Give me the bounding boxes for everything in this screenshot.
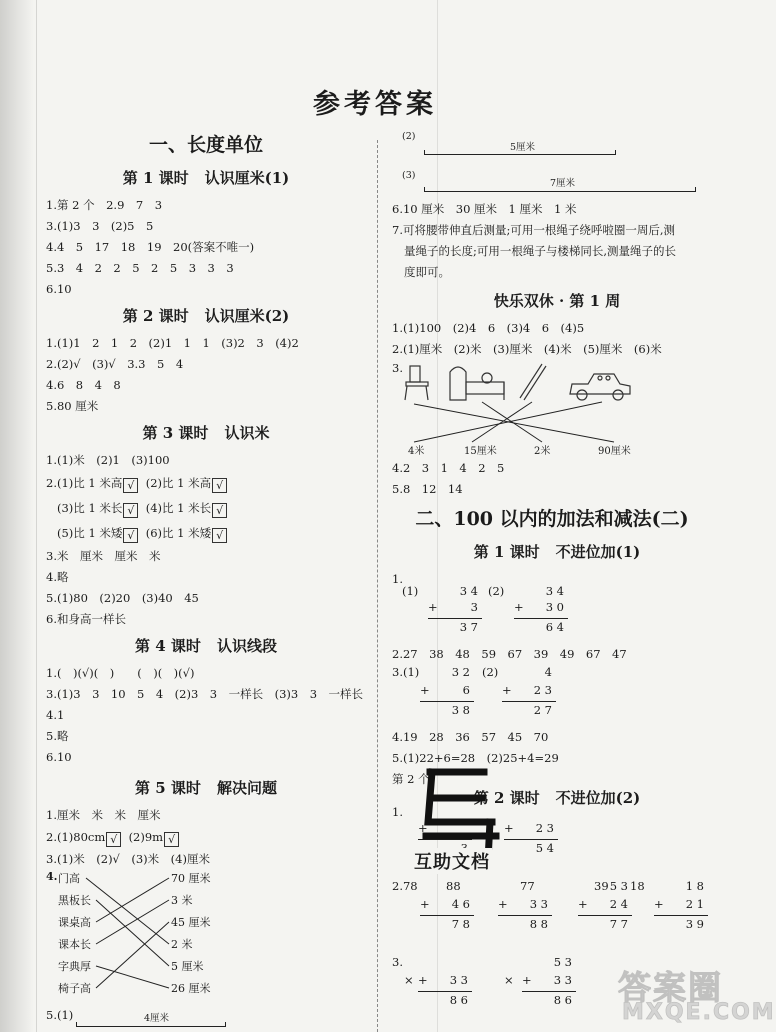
pencil-icon xyxy=(520,364,546,400)
answer-line: 5.(1)80 (2)20 (3)40 45 xyxy=(46,591,199,605)
match-left-item: 椅子高 xyxy=(58,982,91,995)
answer-line: 5.(1)22+6=28 (2)25+4=29 xyxy=(392,751,559,765)
segment-ruler-7cm xyxy=(392,169,722,192)
match-right-item: 70 厘米 xyxy=(171,872,211,885)
lesson-add-2-title: 第 2 课时 不进位加(2) xyxy=(473,789,641,807)
page-title: 参考答案 xyxy=(313,89,437,120)
check-box: √ xyxy=(123,528,138,543)
answer-line: 1.(1)1 2 1 2 (2)1 1 1 (3)2 3 (4)2 xyxy=(46,336,299,350)
answer-line-boxes: 2.(1)80cm √ (2)9m √ xyxy=(46,826,366,849)
answer-line: 3.(1)3 3 10 5 4 (2)3 3 一样长 (3)3 3 一样长 xyxy=(46,687,364,701)
question-label: 3. xyxy=(392,955,403,969)
check-box: √ xyxy=(212,503,227,518)
match-right-item: 26 厘米 xyxy=(171,982,211,995)
vertical-additions: (1) 3 4 + 3 3 7 (2) 3 4 + 3 0 6 4 xyxy=(392,582,722,640)
question-label: (1) xyxy=(402,584,419,598)
question-label: 5.(1) xyxy=(46,1008,74,1022)
answer-line: 1.(1)米 (2)1 (3)100 xyxy=(46,453,170,467)
picture-diagram xyxy=(392,360,722,452)
answer-line: 3.(1)3 3 (2)5 5 xyxy=(46,219,154,233)
cross-mark: × xyxy=(504,973,514,987)
lesson-1-title: 第 1 课时 认识厘米(1) xyxy=(122,169,290,187)
match-right-item: 45 厘米 xyxy=(171,916,211,929)
match-left-item: 黑板长 xyxy=(58,894,91,907)
match-left-item: 门高 xyxy=(58,872,80,885)
lesson-5-title: 第 5 课时 解决问题 xyxy=(135,779,277,797)
answer-line: 5.8 12 14 xyxy=(392,482,463,496)
picture-label: 90厘米 xyxy=(598,446,631,457)
question-label: (3) xyxy=(402,170,416,181)
ruler-label: 5厘米 xyxy=(510,142,536,153)
answer-line: 6.10 厘米 30 厘米 1 厘米 1 米 xyxy=(392,202,577,216)
matching-diagram xyxy=(46,870,366,1010)
segment-line xyxy=(424,191,696,192)
answer-line: 4.2 3 1 4 2 5 xyxy=(392,461,505,475)
check-box: √ xyxy=(212,478,227,493)
question-label: (2) xyxy=(402,131,416,142)
answer-line: 6.和身高一样长 xyxy=(46,612,126,626)
question-label: 3.(1) xyxy=(392,665,420,679)
match-right-item: 5 厘米 xyxy=(171,960,204,973)
answer-line-boxes: (5)比 1 米矮 √ (6)比 1 米矮 √ xyxy=(46,521,366,546)
match-line xyxy=(96,922,169,988)
answer-line: 第 2 个 xyxy=(392,772,430,786)
answer-line: 2.(2)√ (3)√ 3.3 5 4 xyxy=(46,357,184,371)
bed-icon xyxy=(450,367,504,400)
question-label: (2) xyxy=(482,665,499,679)
answer-line: 4.6 8 4 8 xyxy=(46,378,121,392)
answer-line: 3.(1)米 (2)√ (3)米 (4)厘米 xyxy=(46,852,210,866)
segment-ruler-4cm xyxy=(46,1006,366,1029)
watermark xyxy=(618,962,776,1028)
match-left-item: 字典厚 xyxy=(58,960,91,973)
answer-line: 度即可。 xyxy=(404,265,450,279)
check-box: √ xyxy=(123,503,138,518)
check-box: √ xyxy=(164,832,179,847)
answer-line: 5.80 厘米 xyxy=(46,399,99,413)
answer-line: 4.4 5 17 18 19 20(答案不唯一) xyxy=(46,240,255,254)
match-prefix: 4. xyxy=(46,870,58,883)
match-line xyxy=(414,402,602,442)
answer-line: 1.第 2 个 2.9 7 3 xyxy=(46,198,163,212)
answer-number: 77 xyxy=(520,879,535,893)
answer-line: 4.1 xyxy=(46,708,65,722)
answer-number: 88 xyxy=(446,879,461,893)
lesson-2-title: 第 2 课时 认识厘米(2) xyxy=(122,307,290,325)
picture-label: 2米 xyxy=(534,446,551,457)
left-column xyxy=(46,128,366,1029)
vertical-additions-row-3: 3. × + 3 3 8 6 × 5 3 + 3 3 8 6 xyxy=(392,951,722,1013)
car-icon xyxy=(570,374,630,400)
vertical-additions: 1. + + 2 3 5 4 xyxy=(392,805,722,867)
answer-line-boxes: 2.(1)比 1 米高 √ (2)比 1 米高 √ xyxy=(46,471,366,496)
check-box: √ xyxy=(106,832,121,847)
segment-ruler-5cm xyxy=(392,130,722,153)
answer-number: 39 xyxy=(594,879,609,893)
answer-line: 4.略 xyxy=(46,570,69,584)
question-label: 1. xyxy=(392,805,403,819)
question-label: 3. xyxy=(392,361,403,375)
binding-edge xyxy=(0,0,34,1032)
answer-line-boxes: (3)比 1 米长 √ (4)比 1 米长 √ xyxy=(46,496,366,521)
match-right-item: 2 米 xyxy=(171,938,193,951)
match-line xyxy=(96,966,169,988)
match-line xyxy=(86,878,169,944)
answer-line: 1.厘米 米 米 厘米 xyxy=(46,808,161,822)
answer-line: 1.(1)100 (2)4 6 (3)4 6 (4)5 xyxy=(392,321,585,335)
answer-number: 18 xyxy=(630,879,645,893)
match-line xyxy=(96,900,169,944)
match-line xyxy=(482,402,542,442)
vertical-additions-row-2: 2.78 88 77 39 + 4 6 7 8 + 3 3 8 8 5 3 + 2 4 7 7 18 1 8 + 2 1 3 9 xyxy=(392,875,722,947)
answer-line: 2.27 38 48 59 67 39 49 67 47 xyxy=(392,647,627,661)
question-label: 2.78 xyxy=(392,879,418,893)
cross-mark: × xyxy=(404,973,414,987)
weekend-title: 快乐双休 · 第 1 周 xyxy=(493,292,621,310)
check-box: √ xyxy=(212,528,227,543)
check-box: √ xyxy=(123,478,138,493)
answer-line: 4.19 28 36 57 45 70 xyxy=(392,730,549,744)
lesson-4-title: 第 4 课时 认识线段 xyxy=(135,637,277,655)
answer-line: 7.可将腰带伸直后测量;可用一根绳子绕呼啦圈一周后,测 xyxy=(392,223,675,237)
answer-line: 2.(1)厘米 (2)米 (3)厘米 (4)米 (5)厘米 (6)米 xyxy=(392,342,662,356)
segment-line xyxy=(424,154,616,155)
picture-label: 4米 xyxy=(408,446,425,457)
match-left-item: 课本长 xyxy=(58,938,91,951)
right-column xyxy=(392,128,722,1013)
answer-line: 3.米 厘米 厘米 米 xyxy=(46,549,161,563)
section-title-length-units: 一、长度单位 xyxy=(148,134,263,156)
column-divider xyxy=(377,140,378,1032)
question-label: 1. xyxy=(392,572,403,586)
answer-line: 5.略 xyxy=(46,729,69,743)
match-right-item: 3 米 xyxy=(171,894,193,907)
matching-pictures xyxy=(392,360,722,457)
answer-line: 6.10 xyxy=(46,282,72,296)
picture-label: 15厘米 xyxy=(464,446,497,457)
binding-line xyxy=(36,0,37,1032)
chair-icon xyxy=(405,366,428,400)
watermark-bottom: MXQE.COM xyxy=(622,1000,776,1025)
match-left-item: 课桌高 xyxy=(58,916,91,929)
question-label: (2) xyxy=(488,584,505,598)
vertical-additions: 3.(1) 3 2 + 6 3 8 (2) 4 + 2 3 2 7 xyxy=(392,665,722,723)
ruler-label: 7厘米 xyxy=(550,178,576,189)
lesson-add-1-title: 第 1 课时 不进位加(1) xyxy=(473,543,641,561)
answer-line: 5.3 4 2 2 5 2 5 3 3 3 xyxy=(46,261,234,275)
match-line xyxy=(472,402,532,442)
answer-line: 1.( )(√)( ) ( )( )(√) xyxy=(46,666,195,680)
match-lines xyxy=(46,870,176,1000)
watermark-top: 答案圈 xyxy=(618,968,723,1007)
section-title-add-subtract: 二、100 以内的加法和减法(二) xyxy=(415,508,689,530)
lesson-3-title: 第 3 课时 认识米 xyxy=(142,424,270,442)
stamp-text: 互助文档 xyxy=(412,848,492,874)
match-line xyxy=(96,900,169,966)
answer-line: 量绳子的长度;可用一根绳子与楼梯同长,测量绳子的长 xyxy=(404,244,677,258)
segment-line xyxy=(76,1026,226,1027)
answer-line: 6.10 xyxy=(46,750,72,764)
ruler-label: 4厘米 xyxy=(144,1013,170,1024)
